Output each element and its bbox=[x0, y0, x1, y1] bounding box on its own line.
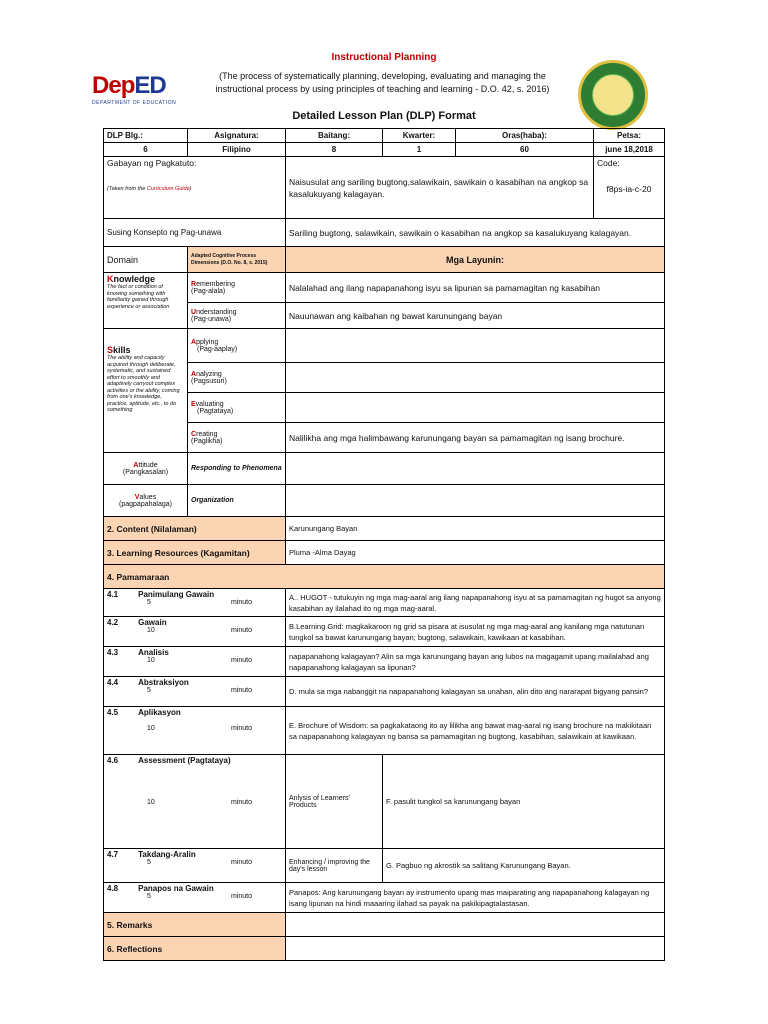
applying-row: Skills The ability and capacity acquired through deliberate, systematic, and sustained effort to smoothly and adaptively carryout complex activities or the ability, coming from one's knowledge, practice, aptitude, etc., to do something Applying (Pag-aaplay) bbox=[104, 329, 665, 363]
gabayan-text: Naisusulat ang sariling bugtong,salawikain, sawikain o kasabihan na angkop sa kasalukuyang kalagayan. bbox=[286, 157, 594, 219]
attitude-row: Attitude (Pangkasalan) Responding to Phenomena bbox=[104, 453, 665, 485]
values-row: Values (pagpapahalaga) Organization bbox=[104, 485, 665, 517]
code-value: f8ps-ia-c-20 bbox=[606, 184, 652, 194]
skills-cell: Skills The ability and capacity acquired through deliberate, systematic, and sustained effort to smoothly and adaptively carryout complex activities or the ability, coming from one's knowledge, practice, aptitude, etc., to do something bbox=[104, 329, 188, 453]
panapos-row: 4.8 Panapos na Gawain 5 minuto Panapos: Ang karunungang bayan ay instrumento upang mas maiparating ang napapanahong kalagayan ng isang lipunan na hindi maaaring ilahad sa payak na pakikipagtalastasan. bbox=[104, 883, 665, 913]
step-row: 4.5 Aplikasyon 10 minuto E. Brochure of Wisdom: sa pagkakataong ito ay lilikha ang bawat mag-aaral ng isang brochure na makikitaan sa napapanahong kalagayan ng bansa sa pamamagitan ng bugtong, kasabihan, salawikain at kawikaan. bbox=[104, 707, 665, 755]
creating-row: Creating (Paglikha) Nalilikha ang mga halimbawang karunungang bayan sa pamamagitan ng isang brochure. bbox=[104, 423, 665, 453]
resources-row: 3. Learning Resources (Kagamitan) Pluma -Alma Dayag bbox=[104, 541, 665, 565]
instructional-planning-title: Instructional Planning bbox=[331, 52, 437, 63]
gabayan-label: Gabayan ng Pagkatuto: bbox=[107, 158, 197, 168]
code-label: Code: bbox=[597, 158, 620, 168]
step-row: 4.2 Gawain 10 minuto B.Learning Grid: magkakaroon ng grid sa pisara at isusulat ng mga mag-aaral ang kanilang mga natutunan tungkol sa bawat karunungang bayan; bugtong, salawikain, kawikaan at kasabihan. bbox=[104, 617, 665, 647]
pamamaraan-row: 4. Pamamaraan bbox=[104, 565, 665, 589]
evaluating-row: Evaluating (Pagtataya) bbox=[104, 393, 665, 423]
analyzing-row: Analyzing (Pagsusuri) bbox=[104, 363, 665, 393]
content-row: 2. Content (Nilalaman) Karunungang Bayan bbox=[104, 517, 665, 541]
step-row: 4.1 Panimulang Gawain 5 minuto A.. HUGOT - tutukuyin ng mga mag-aaral ang ilang napapanahong isyu at sa pamamagitan ng hugot sa anyong kasabihan ay ilalahad ito ng mga mag-aaral. bbox=[104, 589, 665, 617]
step-row: 4.3 Analisis 10 minuto napapanahong kalagayan? Alin sa mga karunungang bayan ang lubos na magagamit upang mailalahad ang napapanahong kalagayan sa lipunan? bbox=[104, 647, 665, 677]
reflections-row: 6. Reflections bbox=[104, 937, 665, 961]
gabayan-row bbox=[104, 157, 665, 219]
deped-logo: DepED DEPARTMENT OF EDUCATION bbox=[92, 72, 177, 106]
remarks-row: 5. Remarks bbox=[104, 913, 665, 937]
info-value-row: 6 Filipino 8 1 60 june 18,2018 bbox=[104, 143, 665, 157]
taken-from: (Taken from the Curriculum Guide) bbox=[107, 186, 192, 192]
knowledge-cell: Knowledge The fact or condition of knowing something with familiarity gained through experience or association bbox=[104, 273, 188, 329]
assessment-row: 4.6 Assessment (Pagtataya) 10 minuto Anlysis of Learners' Products F. pasulit tungkol sa karunungang bayan bbox=[104, 755, 665, 849]
document-header bbox=[0, 0, 768, 130]
takdang-row: 4.7 Takdang-Aralin 5 minuto Enhancing / improving the day's lesson G. Pagbuo ng akrostik sa salitang Karunungang Bayan. bbox=[104, 849, 665, 883]
instructional-planning-description: (The process of systematically planning, developing, evaluating and managing the instructional process by using principles of teaching and learning - D.O. 42, s. 2016) bbox=[215, 71, 550, 94]
format-title: Detailed Lesson Plan (DLP) Format bbox=[292, 110, 476, 122]
step-row: 4.4 Abstraksiyon 5 minuto D. mula sa mga nabanggit na napapanahong kalagayan sa unahan, alin dito ang nararapat bigyang pansin? bbox=[104, 677, 665, 707]
understanding-row: Understanding (Pag-unawa) Nauunawan ang kaibahan ng bawat karunungang bayan bbox=[104, 303, 665, 329]
domain-row: Domain Adapted Cognitive Process Dimensions (D.O. No. 8, s. 2015) Mga Layunin: bbox=[104, 247, 665, 273]
info-header-row: DLP Blg.: Asignatura: Baitang: Kwarter: Oras(haba): Petsa: bbox=[104, 129, 665, 143]
remembering-row: Knowledge The fact or condition of knowing something with familiarity gained through experience or association Remembering (Pag-alala) Nalalahad ang ilang napapanahong isyu sa lipunan sa pamamagitan ng kasabihan bbox=[104, 273, 665, 303]
dlp-table bbox=[103, 128, 665, 961]
susi-row: Susing Konsepto ng Pag-unawa Sariling bugtong, salawikain, sawikain o kasabihan na angkop sa kasalukuyang kalagayan. bbox=[104, 219, 665, 247]
